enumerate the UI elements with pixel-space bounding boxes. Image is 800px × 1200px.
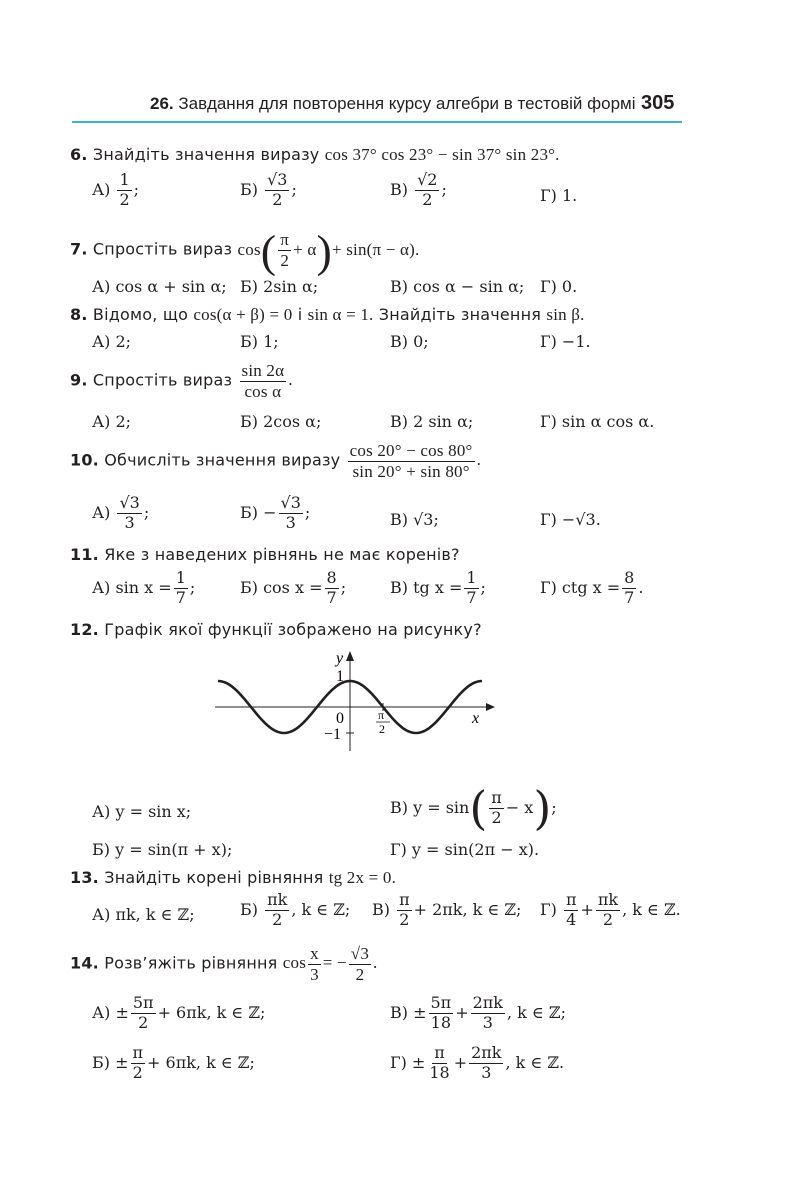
- option-b: Б) cos x = $\frac{8}{7}$ ;: [240, 568, 347, 607]
- denominator: 3: [124, 512, 135, 532]
- option-label: Г) ±: [390, 1052, 426, 1072]
- denominator: 2: [399, 909, 410, 929]
- denominator: 2: [422, 189, 433, 209]
- option-v: В) cos α − sin α;: [390, 277, 525, 296]
- option-v: В) $\frac{√2}{2}$ ;: [390, 170, 447, 209]
- option-label: В): [390, 179, 408, 199]
- option-label: Б) cos x =: [240, 577, 323, 597]
- question-expression: sin β.: [546, 305, 585, 324]
- question-9: 9. Спростіть вираз $\frac{\sin 2\alpha}{\text{cos α}}$ .: [70, 361, 293, 401]
- question-number: 6.: [70, 145, 88, 164]
- numerator: πk: [597, 890, 619, 909]
- numerator: cos 20° − cos 80°: [349, 441, 473, 460]
- numerator: π: [132, 1043, 144, 1062]
- question-text: Знайдіть корені рівняння: [104, 868, 324, 887]
- denominator: 2: [132, 1062, 143, 1082]
- question-text: Розв’яжіть рівняння: [104, 953, 278, 973]
- numerator: π: [565, 890, 577, 909]
- section-number: 26.: [150, 94, 174, 113]
- numerator: √3: [267, 170, 288, 189]
- label-one: 1: [336, 668, 344, 685]
- option-g: [540, 892, 681, 929]
- label-two: 2: [379, 722, 385, 736]
- option-label: Г): [540, 899, 557, 919]
- denominator: 18: [430, 1012, 452, 1032]
- expr-part: = −: [322, 953, 347, 973]
- question-expression: cos( $\frac{\pi}{2}$ + α)+ sin(π − α).: [237, 225, 420, 276]
- denominator: 7: [175, 587, 186, 607]
- denominator: cos α: [244, 381, 282, 401]
- expr-part: , k ∈ ℤ.: [622, 899, 681, 919]
- denominator: 3: [310, 964, 319, 984]
- question-text: Графік якої функції зображено на рисунку?: [104, 620, 482, 639]
- question-expression: tg 2x = 0.: [328, 868, 397, 887]
- option-b: Б) 2cos α;: [240, 412, 322, 431]
- y-axis-arrow-icon: [346, 651, 354, 661]
- option-g: Г) ctg x = $\frac{8}{7}$ .: [540, 568, 644, 607]
- option-label: В) ±: [390, 1002, 427, 1022]
- label-pi: π: [378, 708, 385, 722]
- x-axis-arrow-icon: [486, 703, 495, 711]
- question-text: Обчисліть значення виразу: [104, 450, 341, 470]
- option-b: Б) $\frac{√3}{2}$ ;: [240, 170, 297, 209]
- question-text: Знайдіть значення виразу: [92, 145, 320, 164]
- denominator: 7: [624, 587, 635, 607]
- option-label: В) y = sin: [390, 798, 470, 818]
- plus-sign: +: [580, 899, 594, 919]
- expr-part: cos: [282, 953, 307, 973]
- option-value: 1.: [561, 186, 578, 205]
- denominator: 2: [272, 189, 283, 209]
- numerator: √3: [119, 493, 140, 512]
- option-label: В) tg x =: [390, 577, 463, 597]
- question-14: 14. Розв’яжіть рівняння cos $\frac{x}{3}$ = − $\frac{√3}{2}$ .: [70, 944, 378, 984]
- denominator: 2: [491, 808, 502, 828]
- option-b: Б) 2sin α;: [240, 277, 319, 296]
- numerator: 8: [326, 568, 337, 587]
- option-b: Б) 1;: [240, 332, 279, 351]
- option-a: А) cos α + sin α;: [92, 277, 227, 296]
- label-zero: 0: [336, 710, 344, 727]
- expr-part: cos: [237, 239, 261, 259]
- numerator: π: [280, 230, 290, 250]
- option-g: [390, 1045, 564, 1082]
- option-v: В) tg x = $\frac{1}{7}$ ;: [390, 568, 486, 607]
- question-number: 7.: [70, 239, 88, 259]
- option-b: Б) − $\frac{√3}{3}$ ;: [240, 493, 311, 532]
- expr-part: − x: [505, 798, 534, 818]
- numerator: x: [310, 944, 319, 963]
- x-label: x: [472, 710, 480, 727]
- numerator: 8: [624, 568, 635, 587]
- header-rule: [72, 121, 682, 123]
- option-a: А) sin x = $\frac{1}{7}$ ;: [92, 568, 196, 607]
- option-label: Б) ±: [92, 1052, 129, 1072]
- option-v: В) √3;: [390, 510, 439, 529]
- option-label: Б) −: [240, 502, 277, 522]
- denominator: 7: [326, 587, 337, 607]
- denominator: 4: [566, 909, 577, 929]
- option-v: В) y = sin( $\frac{\pi}{2}$ − x);: [390, 781, 557, 835]
- option-g: Г) −1.: [540, 332, 591, 351]
- option-g: [540, 186, 577, 205]
- option-label: Г): [540, 186, 557, 205]
- denominator: 3: [285, 512, 296, 532]
- question-expression: sin α = 1.: [307, 305, 374, 324]
- expr-part: + 2πk, k ∈ ℤ;: [413, 899, 522, 919]
- running-header: [150, 94, 636, 114]
- denominator: 2: [280, 251, 290, 271]
- numerator: π: [399, 890, 410, 909]
- question-text: Спростіть вираз: [92, 239, 233, 259]
- option-label: А): [92, 179, 111, 199]
- expr-part: , k ∈ ℤ.: [505, 1052, 565, 1072]
- cosine-graph: [210, 645, 500, 755]
- question-text: Яке з наведених рівнянь не має коренів?: [104, 545, 460, 564]
- question-number: 14.: [70, 953, 99, 973]
- question-text: Відомо, що: [92, 305, 189, 324]
- option-a: А) y = sin x;: [92, 802, 192, 821]
- question-text: Знайдіть значення: [378, 305, 542, 324]
- question-number: 13.: [70, 868, 99, 887]
- option-label: Б): [240, 899, 258, 919]
- expr-part: + 6πk, k ∈ ℤ;: [157, 1002, 266, 1022]
- numerator: 2πk: [472, 993, 503, 1012]
- numerator: 2πk: [471, 1043, 502, 1062]
- question-12: [70, 620, 482, 639]
- section-title: Завдання для повторення курсу алгебри в тестовій формі: [178, 94, 636, 113]
- denominator: sin 20° + sin 80°: [352, 461, 470, 481]
- option-g: Г) −√3.: [540, 510, 601, 529]
- numerator: π: [491, 788, 502, 808]
- numerator: 5π: [132, 993, 154, 1012]
- numerator: √2: [417, 170, 438, 189]
- page-number: 305: [641, 92, 675, 114]
- denominator: 2: [119, 189, 130, 209]
- option-label: А) sin x =: [92, 577, 172, 597]
- option-a: А) πk, k ∈ ℤ;: [92, 905, 195, 924]
- option-g: Г) 0.: [540, 277, 578, 296]
- question-number: 9.: [70, 370, 88, 390]
- question-6: [70, 145, 560, 165]
- question-11: [70, 545, 460, 564]
- option-v: [372, 892, 521, 929]
- numerator: 1: [119, 170, 130, 189]
- option-label: А): [92, 502, 111, 522]
- option-g: Г) y = sin(2π − x).: [390, 840, 540, 859]
- option-b: [240, 892, 350, 929]
- option-v: В) 2 sin α;: [390, 412, 474, 431]
- expr-part: , k ∈ ℤ;: [291, 899, 351, 919]
- question-number: 10.: [70, 450, 99, 470]
- option-a: [92, 995, 265, 1032]
- numerator: √3: [350, 944, 370, 963]
- option-a: А) $\frac{1}{2}$ ;: [92, 170, 140, 209]
- option-a: А) $\frac{√3}{3}$ ;: [92, 493, 150, 532]
- question-number: 8.: [70, 305, 88, 324]
- denominator: 3: [482, 1012, 493, 1032]
- option-g: Г) sin α cos α.: [540, 412, 655, 431]
- question-10: 10. Обчисліть значення виразу $\frac{\cos 20^\circ - \cos 80^\circ}{\sin 20^\circ + \sin 80^\circ}$ .: [70, 441, 482, 481]
- question-number: 12.: [70, 620, 99, 639]
- denominator: 3: [481, 1062, 492, 1082]
- question-expression: cos(α + β) = 0: [193, 305, 293, 324]
- label-minus-one: −1: [324, 726, 342, 743]
- question-expression: cos 37° cos 23° − sin 37° sin 23°.: [324, 145, 560, 164]
- question-number: 11.: [70, 545, 99, 564]
- numerator: 5π: [430, 993, 452, 1012]
- plus-sign: +: [453, 1052, 468, 1072]
- numerator: π: [434, 1043, 445, 1062]
- question-7: [70, 225, 420, 276]
- question-8: [70, 305, 585, 325]
- numerator: 1: [175, 568, 186, 587]
- option-label: А) ±: [92, 1002, 129, 1022]
- expr-part: , k ∈ ℤ;: [507, 1002, 566, 1022]
- option-b: [92, 1045, 255, 1082]
- question-text: і: [297, 305, 303, 324]
- denominator: 18: [429, 1062, 450, 1082]
- expr-part: + sin(π − α).: [331, 239, 420, 259]
- option-a: А) 2;: [92, 332, 132, 351]
- option-v: [390, 995, 566, 1032]
- denominator: 2: [138, 1012, 149, 1032]
- option-label: В): [372, 899, 390, 919]
- option-label: Б): [240, 179, 258, 199]
- expr-part: + α: [293, 239, 317, 259]
- question-text: Спростіть вираз: [92, 370, 233, 390]
- numerator: πk: [267, 890, 288, 909]
- option-label: Г) ctg x =: [540, 577, 621, 597]
- numerator: 1: [466, 568, 477, 587]
- denominator: 2: [355, 964, 365, 984]
- question-13: [70, 868, 396, 888]
- denominator: 7: [466, 587, 477, 607]
- expr-part: + 6πk, k ∈ ℤ;: [147, 1052, 255, 1072]
- y-label: y: [336, 650, 344, 667]
- denominator: 2: [602, 909, 614, 929]
- numerator: √3: [280, 493, 301, 512]
- option-b: Б) y = sin(π + x);: [92, 840, 233, 859]
- numerator: sin 2α: [241, 361, 285, 380]
- plus-sign: +: [455, 1002, 469, 1022]
- option-v: В) 0;: [390, 332, 429, 351]
- option-a: А) 2;: [92, 412, 132, 431]
- denominator: 2: [272, 909, 283, 929]
